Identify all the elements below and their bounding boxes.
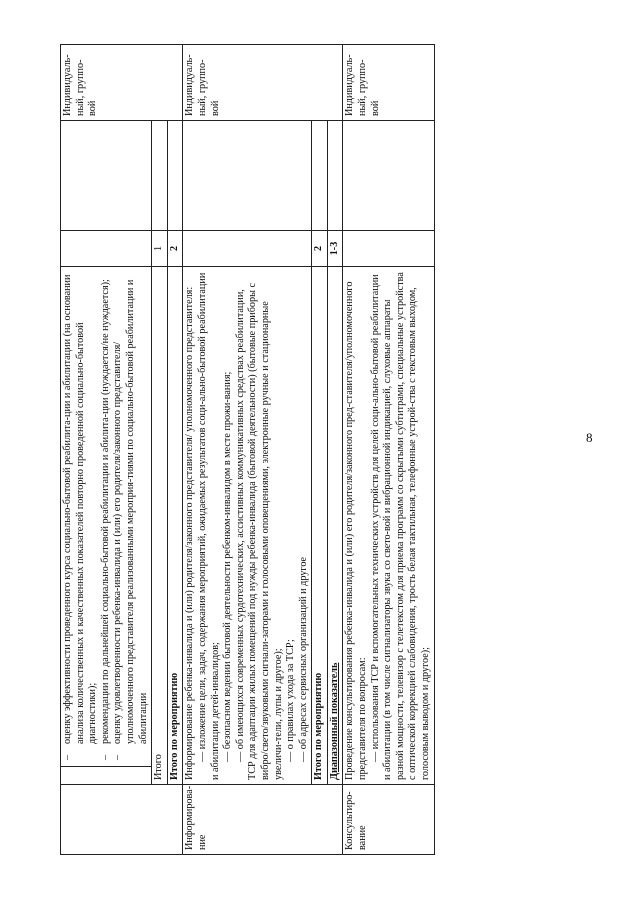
section2-intro: Информирование ребенка-инвалида и (или) родителя/законного представителя/ уполномоченного представителя: xyxy=(184,286,196,780)
item-text: об имеющихся современных сурдотехнических, ассистивных коммуникативных средствах реабилитации, ТСР для адаптации жилых помещений под нужды ребенка-инвалида (бытовой деятельности) (бытовые приборы с вибро/свето/звуковыми сигнали-заторами и голосовыми оповещениями, электронные ручные и стационарные увеличи-тели, лупы и другое); xyxy=(234,282,284,780)
section2-event-total-label: Итого по мероприятию xyxy=(312,267,328,785)
section2-event-total-row xyxy=(312,45,328,855)
bullet-text: рекомендации по дальнейшей социально-бытовой реабилитации и абилита-ции (нуждается/не нуждается); xyxy=(99,279,111,744)
section1-form: Индивидуаль-ный, группо-вой xyxy=(61,45,183,121)
bullet-text: оценку эффективности проведенного курса социально-бытовой реабилита-ции и абилитации (на основании анализа количественных и качественных показателей повторно проведенной социально-бытовой диагностики); xyxy=(62,274,99,744)
section1-event-total-row xyxy=(167,45,183,855)
rotated-table-wrapper xyxy=(60,45,570,855)
item-text: изложение цели, задач, содержания мероприятий, ожидаемых результатов соци-ально-бытовой реабилитации и абилитации детей-инвалидов; xyxy=(196,272,221,780)
item-text: о правилах ухода за ТСР; xyxy=(285,639,297,750)
bullet-text: оценку удовлетворенности ребенка-инвалида и (или) его родителя/законного представителя/уполномоченного представителя реализованными мероприя-тиями по социально-бытовой реабилитации и абилитации xyxy=(112,279,149,744)
section2-range-label: Диапазонный показатель xyxy=(327,267,343,785)
section2-event-total-value: 2 xyxy=(312,231,328,267)
item-text: безопасном ведении бытовой деятельности ребенком-инвалидом в месте прожи-вания; xyxy=(222,371,234,750)
section3-intro: Проведение консультирования ребенка-инвалида и (или) его родителя/законного пред-ставителя/уполномоченного представителя по вопросам: xyxy=(344,281,369,780)
section2-range-value: 1-3 xyxy=(327,231,343,267)
section2-content-row xyxy=(183,45,312,855)
section3-content: Проведение консультирования ребенка-инвалида и (или) его родителя/законного пред-ставителя/уполномоченного представителя по вопросам: — использования ТСР и вспомогательных технических устройств для целей соци-ально-бытовой реабилитации и абилитации (в том числе сигнализаторы звука со свето-вой и вибрационной индикацией, слуховые аппараты разной мощности, телевизор с телетекстом для приема программ со скрытыми субтитрами, специальные устройства с оптической коррекцией слабовидения, трость белая тактильная, телефонные устрой-ства с текстовым выходом, голосовым выводом и другое); xyxy=(343,267,434,785)
section2-content: Информирование ребенка-инвалида и (или) родителя/законного представителя/ уполномоченного представителя: — изложение цели, задач, содержания мероприятий, ожидаемых результатов соци-ально-бытовой реабилитации и абилитации детей-инвалидов; — безопасном ведении бытовой деятельности ребенком-инвалидом в месте прожи-вания; — об имеющихся современных сурдотехнических, ассистивных коммуникативных средствах реабилитации, ТСР для адаптации жилых помещений под нужды ребенка-инвалида (бытовой деятельности) (бытовые приборы с вибро/свето/звуковыми сигнали-заторами и голосовыми оповещениями, электронные ручные и стационарные увеличи-тели, лупы и другое); — о правилах ухода за ТСР; — об адресах сервисных организаций и другое xyxy=(183,267,312,785)
section2-range-row xyxy=(327,45,343,855)
page-number: 8 xyxy=(586,430,593,445)
section3-form: Индивидуаль-ный, группо-вой xyxy=(343,45,434,121)
services-table xyxy=(60,44,435,855)
section1-total-value: 1 xyxy=(152,231,168,267)
section1-event-total-value: 2 xyxy=(167,231,183,267)
section2-form: Индивидуаль-ный, группо-вой xyxy=(183,45,343,121)
section1-event-total-label: Итого по мероприятию xyxy=(167,267,183,785)
item-text: об адресах сервисных организаций и другое xyxy=(297,556,309,750)
section1-total-label: Итого xyxy=(152,267,168,785)
section2-name: Информирова-ние xyxy=(183,785,343,855)
section3-name: Консультиро-вание xyxy=(343,785,434,855)
section1-total-row xyxy=(152,45,168,855)
item-text: использования ТСР и вспомогательных технических устройств для целей соци-ально-бытовой реабилитации и абилитации (в том числе сигнализаторы звука со свето-вой и вибрационной индикацией, слуховые аппараты разной мощности, телевизор с телетекстом для приема программ со скрытыми субтитрами, специальные устройства с оптической коррекцией слабовидения, трость белая тактильная, телефонные устрой-ства с текстовым выходом, голосовым выводом и другое); xyxy=(369,272,432,780)
section3-content-row xyxy=(343,45,434,855)
section1-bullets-row xyxy=(61,45,152,855)
section1-name-cell xyxy=(61,785,183,855)
section1-bullets: – оценку эффективности проведенного курса социально-бытовой реабилита-ции и абилитации (на основании анализа количественных и качественных показателей повторно проведенной социально-бытовой диагностики); – рекомендации по дальнейшей социально-бытовой реабилитации и абилита-ции (нуждается/не нуждается); – оценку удовлетворенности ребенка-инвалида и (или) его родителя/законного представителя/уполномоченного представителя реализованными мероприя-тиями по социально-бытовой реабилитации и абилитации xyxy=(61,267,152,767)
